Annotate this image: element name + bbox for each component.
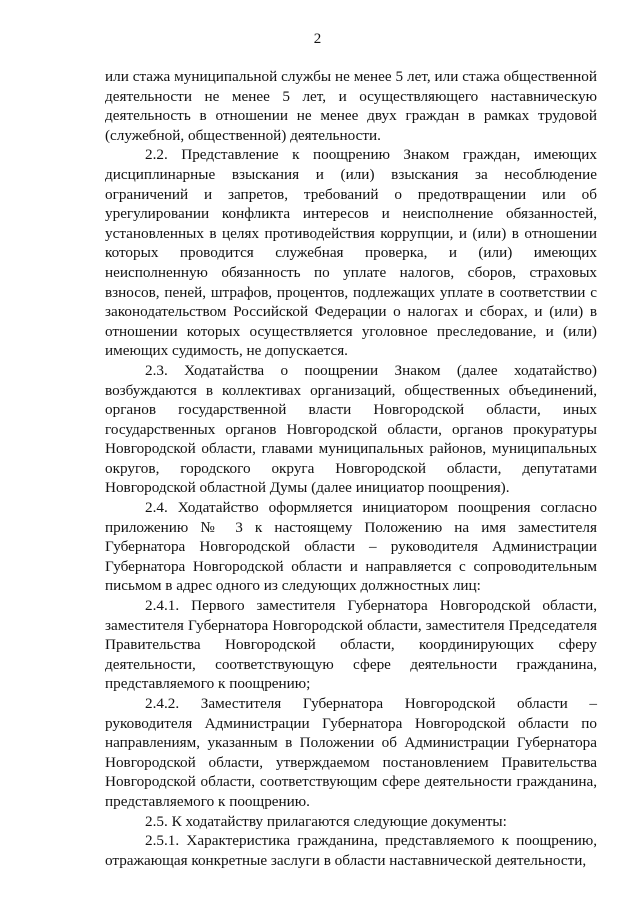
- paragraph-2-4: 2.4. Ходатайство оформляется инициатором поощрения согласно приложению № 3 к настоящему Положению на имя заместителя Губернатора Новгородской области – руководителя Администрации Губернатора Новгородской области и направляется с сопроводительным письмом в адрес одного из следующих должностных лиц:: [105, 499, 597, 595]
- paragraph-continuation: или стажа муниципальной службы не менее 5 лет, или стажа общественной деятельности не менее 5 лет, и осуществляющего наставническую деятельность в отношении не менее двух граждан в рамках трудовой (служебной, общественной) деятельности.: [105, 68, 597, 144]
- paragraph-2-2: 2.2. Представление к поощрению Знаком граждан, имеющих дисциплинарные взыскания и (или) взыскания за несоблюдение ограничений и запретов, требований о предотвращении или об урегулировании конфликта интересов и неисполнение обязанностей, установленных в целях противодействия коррупции, и (или) в отношении которых проводится служебная проверка, и (или) имеющих неисполненную обязанность по уплате налогов, сборов, страховых взносов, пеней, штрафов, процентов, подлежащих уплате в соответствии с законодательством Российской Федерации о налогах и сборах, и (или) в отношении которых осуществляется уголовное преследование, и (или) имеющих судимость, не допускается.: [105, 146, 597, 360]
- paragraph-2-4-1: 2.4.1. Первого заместителя Губернатора Новгородской области, заместителя Губернатора Новгородской области, заместителя Председателя Правительства Новгородской области, координирующих сферу деятельности, соответствующую сфере деятельности гражданина, представляемого к поощрению;: [105, 597, 597, 693]
- paragraph-2-5-1: 2.5.1. Характеристика гражданина, представляемого к поощрению, отражающая конкретные заслуги в области наставнической деятельности,: [105, 832, 597, 869]
- page-number: 2: [313, 31, 322, 47]
- paragraph-2-4-2: 2.4.2. Заместителя Губернатора Новгородской области – руководителя Администрации Губернатора Новгородской области по направлениям, указанным в Положении об Администрации Губернатора Новгородской области, утверждаемом постановлением Правительства Новгородской области, соответствующим сфере деятельности гражданина, представляемого к поощрению.: [105, 695, 597, 810]
- paragraph-2-5: 2.5. К ходатайству прилагаются следующие документы:: [145, 812, 507, 830]
- document-body: [105, 67, 597, 870]
- paragraph-2-3: 2.3. Ходатайства о поощрении Знаком (далее ходатайство) возбуждаются в коллективах организаций, общественных объединений, органов государственной власти Новгородской области, иных государственных органов Новгородской области, органов прокуратуры Новгородской области, главами муниципальных районов, муниципальных округов, городского округа Новгородской области, депутатами Новгородской областной Думы (далее инициатор поощрения).: [105, 361, 597, 497]
